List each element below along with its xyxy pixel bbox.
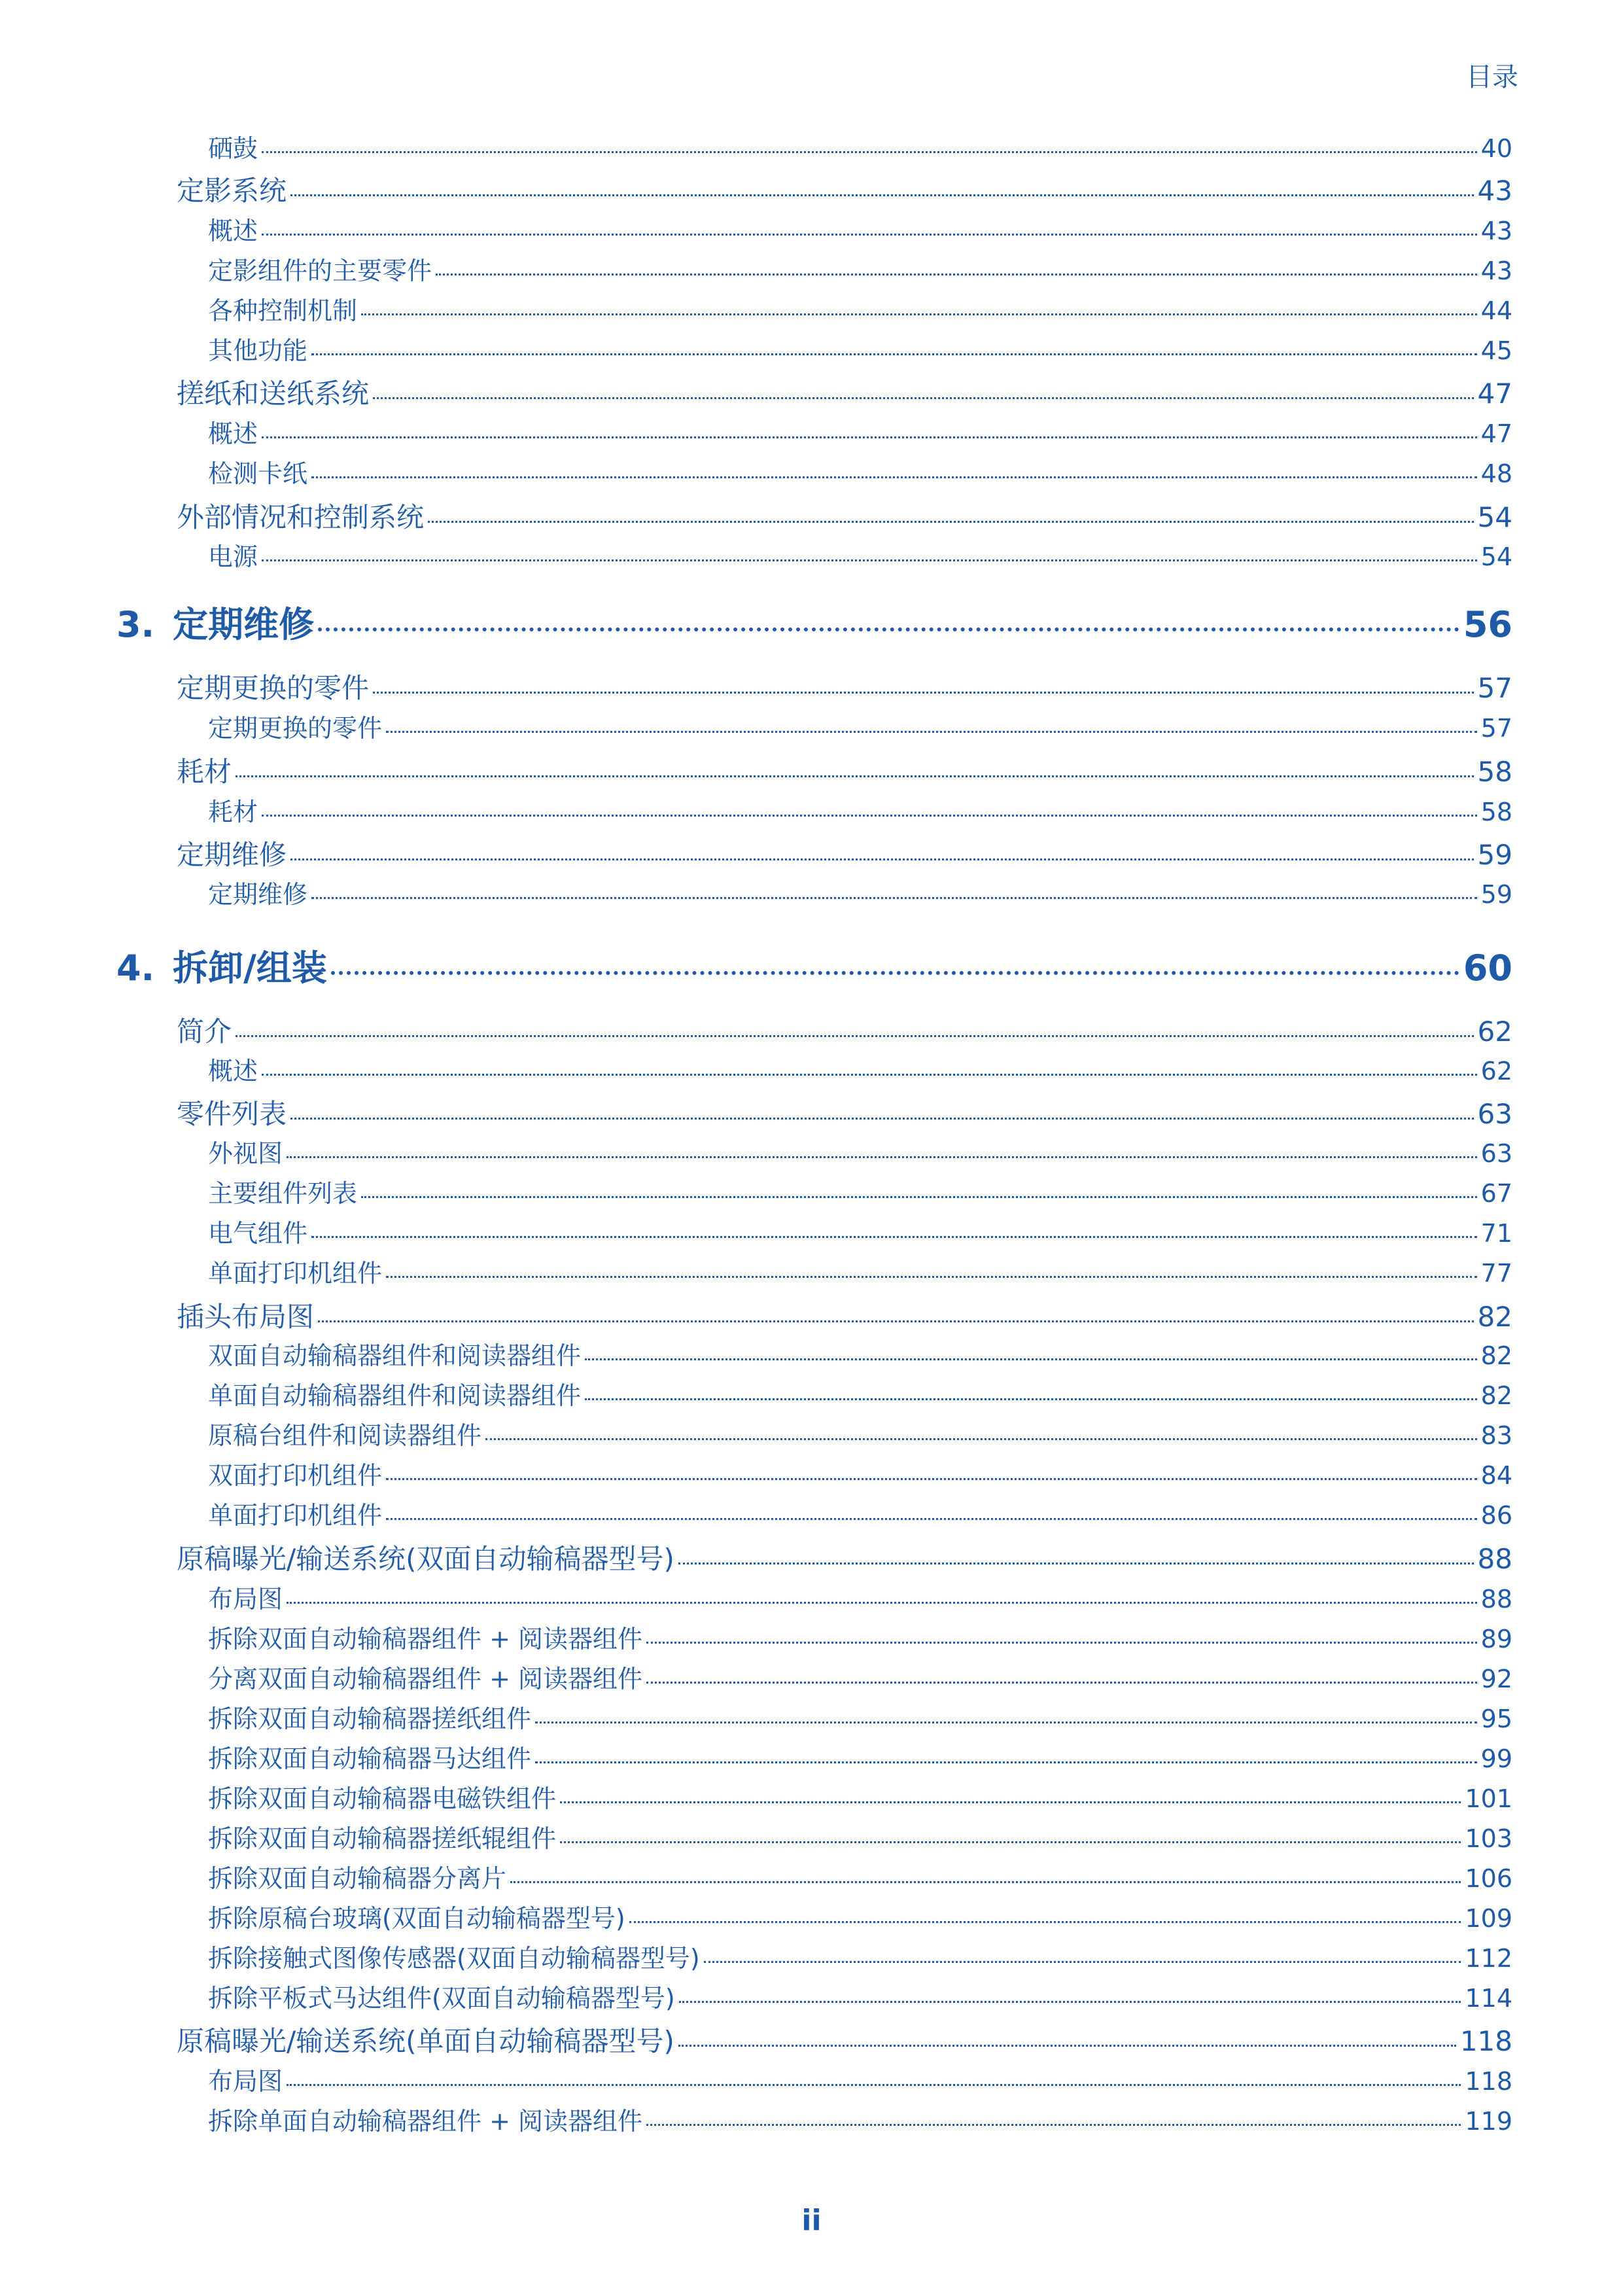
toc-section-entry[interactable] bbox=[177, 751, 1512, 790]
toc-entry-label bbox=[177, 1296, 314, 1335]
toc-entry-label bbox=[208, 1335, 581, 1371]
toc-page-number: 48 bbox=[1480, 459, 1512, 488]
toc-entry-text: 概述 bbox=[208, 419, 258, 448]
toc-subsection-entry[interactable] bbox=[208, 1978, 1512, 2014]
toc-page-number: 40 bbox=[1480, 134, 1512, 163]
toc-subsection-entry[interactable] bbox=[208, 414, 1512, 450]
toc-dot-leader bbox=[386, 731, 1477, 733]
toc-entry-label bbox=[177, 667, 369, 706]
toc-page-number: 119 bbox=[1465, 2107, 1512, 2136]
toc-subsection-entry[interactable] bbox=[208, 1938, 1512, 1974]
toc-entry-label bbox=[208, 1778, 556, 1814]
toc-dot-leader bbox=[262, 436, 1477, 438]
toc-page-number: 60 bbox=[1463, 947, 1512, 989]
toc-dot-leader bbox=[290, 194, 1474, 196]
toc-subsection-entry[interactable] bbox=[208, 1213, 1512, 1249]
toc-page-number: 54 bbox=[1480, 542, 1512, 571]
toc-dot-leader bbox=[679, 2001, 1461, 2003]
toc-entry-text: 其他功能 bbox=[208, 336, 308, 365]
toc-entry-label bbox=[208, 537, 258, 573]
toc-page-number: 43 bbox=[1480, 217, 1512, 245]
toc-entry-label bbox=[116, 940, 327, 991]
toc-entry-label bbox=[208, 1858, 506, 1894]
toc-subsection-entry[interactable] bbox=[208, 1335, 1512, 1371]
toc-dot-leader bbox=[290, 858, 1474, 860]
toc-dot-leader bbox=[678, 2045, 1456, 2047]
toc-entry-text: 电气组件 bbox=[208, 1219, 308, 1248]
toc-subsection-entry[interactable] bbox=[208, 2061, 1512, 2097]
toc-page-number: 47 bbox=[1480, 419, 1512, 448]
toc-entry-label bbox=[208, 330, 307, 366]
toc-entry-text: 电源 bbox=[208, 542, 258, 571]
toc-page-number: 43 bbox=[1477, 175, 1512, 207]
toc-subsection-entry[interactable] bbox=[208, 1739, 1512, 1775]
toc-subsection-entry[interactable] bbox=[208, 1818, 1512, 1854]
toc-subsection-entry[interactable] bbox=[208, 1051, 1512, 1087]
toc-page-number: 114 bbox=[1465, 1984, 1512, 2013]
toc-subsection-entry[interactable] bbox=[208, 708, 1512, 744]
toc-dot-leader bbox=[262, 1074, 1477, 1076]
toc-subsection-entry[interactable] bbox=[208, 1375, 1512, 1411]
toc-dot-leader bbox=[318, 627, 1459, 631]
toc-page-number: 82 bbox=[1477, 1301, 1512, 1333]
toc-entry-label bbox=[208, 1415, 481, 1451]
toc-entry-text: 概述 bbox=[208, 217, 258, 245]
toc-entry-label bbox=[208, 1253, 382, 1289]
toc-entry-text: 拆除双面自动输稿器搓纸辊组件 bbox=[208, 1824, 557, 1853]
toc-page-number: 88 bbox=[1477, 1543, 1512, 1575]
toc-subsection-entry[interactable] bbox=[208, 1699, 1512, 1735]
toc-entry-text: 硒鼓 bbox=[208, 134, 258, 163]
toc-page-number: 112 bbox=[1465, 1944, 1512, 1973]
toc-subsection-entry[interactable] bbox=[208, 792, 1512, 828]
toc-entry-label bbox=[208, 1495, 382, 1531]
toc-entry-text: 原稿台组件和阅读器组件 bbox=[208, 1421, 482, 1450]
toc-dot-leader bbox=[646, 1642, 1477, 1644]
toc-dot-leader bbox=[678, 1563, 1474, 1564]
toc-page-number: 54 bbox=[1477, 501, 1512, 533]
toc-dot-leader bbox=[585, 1398, 1477, 1400]
toc-dot-leader bbox=[262, 234, 1477, 236]
toc-entry-label bbox=[208, 1051, 258, 1087]
toc-page-number: 45 bbox=[1480, 336, 1512, 365]
toc-entry-label bbox=[177, 1538, 674, 1577]
toc-entry-text: 分离双面自动输稿器组件 + 阅读器组件 bbox=[208, 1665, 642, 1693]
toc-entry-text: 定期更换的零件 bbox=[177, 672, 370, 704]
toc-page-number: 63 bbox=[1477, 1098, 1512, 1130]
toc-entry-text: 简介 bbox=[177, 1016, 232, 1048]
toc-entry-text: 定期更换的零件 bbox=[208, 714, 383, 743]
toc-page-number: 118 bbox=[1465, 2067, 1512, 2096]
toc-chapter-entry[interactable] bbox=[116, 597, 1512, 647]
toc-entry-text: 拆除双面自动输稿器电磁铁组件 bbox=[208, 1784, 557, 1813]
toc-dot-leader bbox=[262, 151, 1477, 153]
toc-dot-leader bbox=[311, 353, 1477, 355]
toc-subsection-entry[interactable] bbox=[208, 1415, 1512, 1451]
toc-entry-label bbox=[208, 1619, 642, 1655]
toc-page-number: 101 bbox=[1465, 1784, 1512, 1813]
toc-entry-text: 布局图 bbox=[208, 1585, 283, 1614]
toc-entry-text: 外部情况和控制系统 bbox=[177, 501, 425, 533]
toc-entry-label bbox=[208, 1898, 625, 1934]
toc-entry-label bbox=[208, 211, 258, 247]
toc-page-number: 57 bbox=[1477, 672, 1512, 704]
toc-page-number: 92 bbox=[1480, 1665, 1512, 1693]
toc-entry-label bbox=[177, 834, 287, 873]
toc-section-entry[interactable] bbox=[177, 834, 1512, 873]
toc-page-number: 99 bbox=[1480, 1744, 1512, 1773]
toc-entry-text: 拆除接触式图像传感器(双面自动输稿器型号) bbox=[208, 1944, 700, 1973]
toc-page-number: 56 bbox=[1463, 604, 1512, 645]
toc-page-number: 109 bbox=[1465, 1904, 1512, 1933]
toc-entry-label bbox=[177, 169, 287, 209]
toc-dot-leader bbox=[386, 1276, 1477, 1278]
toc-entry-label bbox=[208, 1375, 581, 1411]
toc-entry-text: 原稿曝光/输送系统(双面自动输稿器型号) bbox=[177, 1543, 674, 1575]
toc-entry-label bbox=[208, 2101, 642, 2137]
toc-dot-leader bbox=[646, 2124, 1461, 2126]
toc-page-number: 84 bbox=[1480, 1461, 1512, 1490]
toc-chapter-number: 4. bbox=[116, 947, 155, 989]
toc-dot-leader bbox=[236, 775, 1474, 777]
toc-page-number: 67 bbox=[1480, 1179, 1512, 1208]
toc-page-number: 83 bbox=[1480, 1421, 1512, 1450]
toc-dot-leader bbox=[287, 2084, 1461, 2086]
toc-dot-leader bbox=[535, 1761, 1477, 1763]
toc-entry-label bbox=[177, 372, 369, 412]
toc-entry-label bbox=[177, 1093, 287, 1132]
toc-section-entry[interactable] bbox=[177, 1010, 1512, 1050]
toc-subsection-entry[interactable] bbox=[208, 128, 1512, 164]
toc-dot-leader bbox=[646, 1682, 1477, 1684]
toc-page-number: 88 bbox=[1480, 1585, 1512, 1614]
toc-dot-leader bbox=[311, 1236, 1477, 1238]
toc-entry-label bbox=[208, 1659, 642, 1695]
toc-entry-text: 双面打印机组件 bbox=[208, 1461, 383, 1490]
toc-dot-leader bbox=[287, 1156, 1477, 1158]
toc-entry-label bbox=[177, 496, 424, 535]
toc-dot-leader bbox=[386, 1478, 1477, 1480]
toc-section-entry[interactable] bbox=[177, 496, 1512, 535]
toc-page-number: 62 bbox=[1477, 1016, 1512, 1048]
toc-dot-leader bbox=[373, 397, 1474, 399]
toc-dot-leader bbox=[585, 1358, 1477, 1360]
toc-entry-text: 定期维修 bbox=[208, 880, 308, 909]
toc-entry-text: 外视图 bbox=[208, 1139, 283, 1168]
toc-page-number: 63 bbox=[1480, 1139, 1512, 1168]
toc-section-entry[interactable] bbox=[177, 667, 1512, 706]
toc-subsection-entry[interactable] bbox=[208, 1778, 1512, 1814]
toc-entry-text: 搓纸和送纸系统 bbox=[177, 378, 370, 410]
toc-entry-label bbox=[208, 874, 307, 910]
toc-subsection-entry[interactable] bbox=[208, 453, 1512, 489]
toc-dot-leader bbox=[318, 1320, 1474, 1322]
toc-section-entry[interactable] bbox=[177, 1538, 1512, 1577]
toc-entry-text: 拆卸/组装 bbox=[173, 947, 327, 989]
toc-dot-leader bbox=[361, 313, 1477, 315]
toc-entry-label bbox=[208, 291, 357, 327]
toc-dot-leader bbox=[510, 1881, 1461, 1883]
toc-page-number: 58 bbox=[1477, 756, 1512, 788]
toc-subsection-entry[interactable] bbox=[208, 1253, 1512, 1289]
toc-dot-leader bbox=[560, 1841, 1461, 1843]
toc-entry-label bbox=[208, 1978, 675, 2014]
toc-page-number: 71 bbox=[1480, 1219, 1512, 1248]
toc-subsection-entry[interactable] bbox=[208, 1133, 1512, 1169]
toc-subsection-entry[interactable] bbox=[208, 251, 1512, 287]
toc-subsection-entry[interactable] bbox=[208, 1455, 1512, 1491]
toc-section-entry[interactable] bbox=[177, 1296, 1512, 1335]
toc-entry-label bbox=[208, 1818, 556, 1854]
toc-entry-text: 拆除双面自动输稿器马达组件 bbox=[208, 1744, 532, 1773]
toc-entry-text: 拆除双面自动输稿器组件 + 阅读器组件 bbox=[208, 1625, 642, 1653]
toc-subsection-entry[interactable] bbox=[208, 1659, 1512, 1695]
toc-dot-leader bbox=[704, 1961, 1461, 1963]
toc-page-number: 59 bbox=[1480, 880, 1512, 909]
toc-chapter-number: 3. bbox=[116, 604, 155, 645]
toc-entry-label bbox=[208, 251, 432, 287]
toc-entry-text: 定期维修 bbox=[177, 839, 287, 871]
toc-page-number: 77 bbox=[1480, 1259, 1512, 1288]
toc-dot-leader bbox=[311, 897, 1477, 899]
toc-entry-label bbox=[208, 1699, 531, 1735]
page-number: ii bbox=[801, 2204, 822, 2237]
toc-section-entry[interactable] bbox=[177, 2020, 1512, 2059]
toc-entry-text: 单面打印机组件 bbox=[208, 1501, 383, 1530]
toc-subsection-entry[interactable] bbox=[208, 291, 1512, 327]
toc-entry-label bbox=[208, 1579, 283, 1615]
toc-page-number: 59 bbox=[1477, 839, 1512, 871]
toc-dot-leader bbox=[535, 1722, 1477, 1723]
toc-entry-label bbox=[177, 751, 232, 790]
toc-subsection-entry[interactable] bbox=[208, 1495, 1512, 1531]
toc-page-number: 47 bbox=[1477, 378, 1512, 410]
toc-entry-label bbox=[208, 414, 258, 450]
toc-entry-label bbox=[208, 1938, 700, 1974]
toc-page-number: 58 bbox=[1480, 798, 1512, 826]
toc-dot-leader bbox=[428, 521, 1474, 523]
toc-entry-label bbox=[116, 597, 314, 647]
toc-entry-label bbox=[208, 1455, 382, 1491]
toc-page-number: 82 bbox=[1480, 1381, 1512, 1410]
toc-dot-leader bbox=[361, 1196, 1477, 1198]
toc-subsection-entry[interactable] bbox=[208, 1173, 1512, 1209]
toc-subsection-entry[interactable] bbox=[208, 211, 1512, 247]
toc-page-number: 95 bbox=[1480, 1704, 1512, 1733]
toc-entry-text: 布局图 bbox=[208, 2067, 283, 2096]
toc-entry-text: 插头布局图 bbox=[177, 1301, 315, 1333]
toc-subsection-entry[interactable] bbox=[208, 1858, 1512, 1894]
toc-page-number: 82 bbox=[1480, 1341, 1512, 1370]
toc-entry-text: 拆除双面自动输稿器搓纸组件 bbox=[208, 1704, 532, 1733]
toc-entry-label bbox=[208, 708, 382, 744]
toc-page-number: 62 bbox=[1480, 1057, 1512, 1086]
toc-entry-text: 拆除平板式马达组件(双面自动输稿器型号) bbox=[208, 1984, 675, 2013]
toc-page-number: 103 bbox=[1465, 1824, 1512, 1853]
toc-entry-text: 定期维修 bbox=[173, 604, 315, 645]
toc-entry-text: 耗材 bbox=[208, 798, 258, 826]
toc-section-entry[interactable] bbox=[177, 169, 1512, 209]
toc-dot-leader bbox=[485, 1438, 1477, 1440]
toc-entry-text: 拆除单面自动输稿器组件 + 阅读器组件 bbox=[208, 2107, 642, 2136]
toc-entry-text: 主要组件列表 bbox=[208, 1179, 358, 1208]
toc-dot-leader bbox=[629, 1921, 1461, 1923]
toc-dot-leader bbox=[436, 274, 1477, 275]
toc-page-number: 44 bbox=[1480, 296, 1512, 325]
toc-entry-text: 零件列表 bbox=[177, 1098, 287, 1130]
toc-entry-text: 拆除双面自动输稿器分离片 bbox=[208, 1864, 507, 1893]
toc-entry-text: 检测卡纸 bbox=[208, 459, 308, 488]
toc-page-number: 118 bbox=[1459, 2025, 1512, 2057]
toc-entry-label bbox=[177, 1010, 232, 1050]
toc-entry-label bbox=[208, 128, 258, 164]
toc-entry-text: 双面自动输稿器组件和阅读器组件 bbox=[208, 1341, 582, 1370]
toc-subsection-entry[interactable] bbox=[208, 537, 1512, 573]
toc-dot-leader bbox=[262, 559, 1477, 561]
toc-dot-leader bbox=[331, 971, 1459, 975]
toc-subsection-entry[interactable] bbox=[208, 330, 1512, 366]
toc-dot-leader bbox=[373, 692, 1474, 694]
toc-entry-text: 拆除原稿台玻璃(双面自动输稿器型号) bbox=[208, 1904, 625, 1933]
toc-entry-text: 耗材 bbox=[177, 756, 232, 788]
toc-dot-leader bbox=[386, 1518, 1477, 1520]
toc-subsection-entry[interactable] bbox=[208, 1579, 1512, 1615]
toc-subsection-entry[interactable] bbox=[208, 1619, 1512, 1655]
toc-entry-text: 单面自动输稿器组件和阅读器组件 bbox=[208, 1381, 582, 1410]
toc-page-number: 106 bbox=[1465, 1864, 1512, 1893]
toc-entry-label bbox=[208, 1213, 307, 1249]
toc-page-number: 43 bbox=[1480, 256, 1512, 285]
toc-subsection-entry[interactable] bbox=[208, 874, 1512, 910]
toc-entry-label bbox=[208, 1173, 357, 1209]
toc-entry-label bbox=[208, 2061, 283, 2097]
toc-entry-label bbox=[208, 453, 307, 489]
toc-subsection-entry[interactable] bbox=[208, 2101, 1512, 2137]
toc-entry-text: 单面打印机组件 bbox=[208, 1259, 383, 1288]
toc-entry-label bbox=[177, 2020, 674, 2059]
toc-dot-leader bbox=[311, 476, 1477, 478]
toc-page-number: 57 bbox=[1480, 714, 1512, 743]
toc-entry-label bbox=[208, 792, 258, 828]
toc-dot-leader bbox=[290, 1118, 1474, 1120]
toc-section-entry[interactable] bbox=[177, 372, 1512, 412]
toc-subsection-entry[interactable] bbox=[208, 1898, 1512, 1934]
toc-entry-text: 各种控制机制 bbox=[208, 296, 358, 325]
toc-section-entry[interactable] bbox=[177, 1093, 1512, 1132]
toc-entry-text: 原稿曝光/输送系统(单面自动输稿器型号) bbox=[177, 2025, 674, 2057]
toc-entry-text: 定影系统 bbox=[177, 175, 287, 207]
toc-chapter-entry[interactable] bbox=[116, 940, 1512, 991]
toc-entry-text: 概述 bbox=[208, 1057, 258, 1086]
toc-entry-label bbox=[208, 1739, 531, 1775]
toc-entry-text: 定影组件的主要零件 bbox=[208, 256, 432, 285]
toc-dot-leader bbox=[236, 1035, 1474, 1037]
toc-page-number: 86 bbox=[1480, 1501, 1512, 1530]
toc-page-number: 89 bbox=[1480, 1625, 1512, 1653]
page-header-title: 目录 bbox=[1466, 62, 1518, 92]
toc-entry-label bbox=[208, 1133, 283, 1169]
toc-dot-leader bbox=[287, 1602, 1477, 1604]
toc-dot-leader bbox=[262, 815, 1477, 817]
toc-dot-leader bbox=[560, 1801, 1461, 1803]
